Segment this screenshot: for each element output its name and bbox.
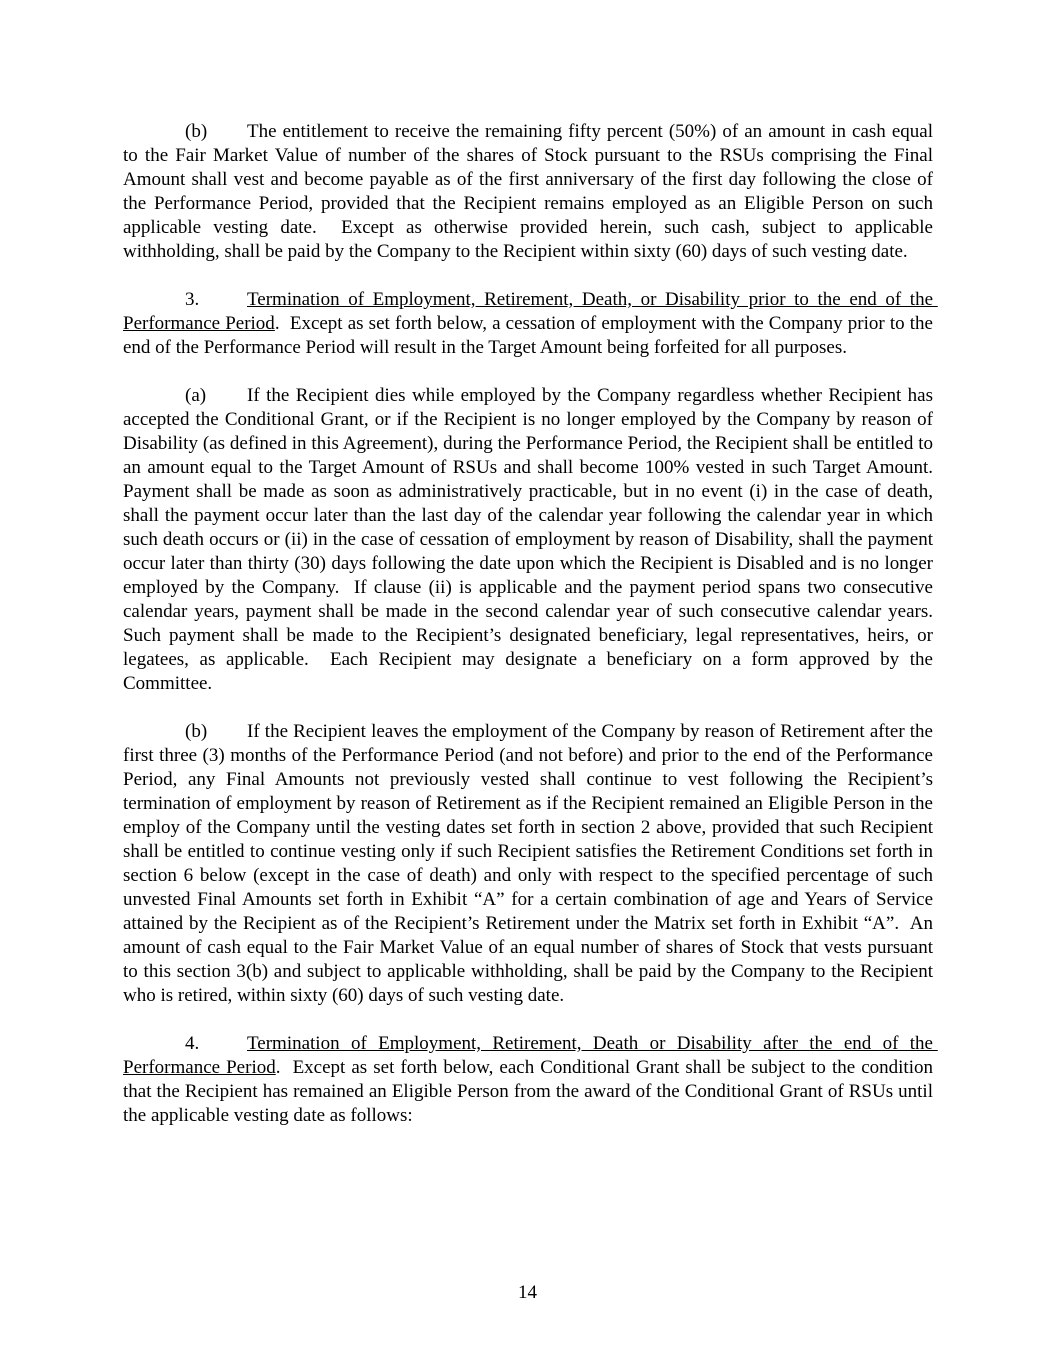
paragraph-text: If the Recipient dies while employed by the Company regardless whether Recipient has accepted the Conditional Grant, or if the Recipient is no longer employed by the Company by reason of Disability (as defined in this Agreement), during the Performance Period, the Recipient shall be entitled to an amount equal to the Target Amount of RSUs and shall become 100% vested in such Target Amount. Payment shall be made as soon as administratively practicable, but in no event (i) in the case of death, shall the payment occur later than the last day of the calendar year following the calendar year in which such death occurs or (ii) in the case of cessation of employment by reason of Disability, shall the payment occur later than thirty (30) days following the date upon which the Recipient is Disabled and is no longer employed by the Company. If clause (ii) is applicable and the payment period spans two consecutive calendar years, payment shall be made in the second calendar year of such consecutive calendar years. Such payment shall be made to the Recipient’s designated beneficiary, legal representatives, heirs, or legatees, as applicable. Each Recipient may designate a beneficiary on a form approved by the Committee. [123,385,943,694]
paragraph-text: If the Recipient leaves the employment of the Company by reason of Retirement after the first three (3) months of the Performance Period (and not before) and prior to the end of the Performance Period, any Final Amounts not previously vested shall continue to vest following the Recipient’s termination of employment by reason of Retirement as if the Recipient remained an Eligible Person in the employ of the Company until the vesting dates set forth in section 2 above, provided that such Recipient shall be entitled to continue vesting only if such Recipient satisfies the Retirement Conditions set forth in section 6 below (except in the case of death) and only with respect to the specified percentage of such unvested Final Amounts set forth in Exhibit “A” for a certain combination of age and Years of Service attained by the Recipient as of the Recipient’s Retirement under the Matrix set forth in Exhibit “A”. An amount of cash equal to the Fair Market Value of an equal number of shares of Stock that vests pursuant to this section 3(b) and subject to applicable withholding, shall be paid by the Company to the Recipient who is retired, within sixty (60) days of such vesting date. [123,721,938,1006]
paragraph-label: (b) [185,121,208,142]
paragraph-text: The entitlement to receive the remaining fifty percent (50%) of an amount in cash equal to the Fair Market Value of number of the shares of Stock pursuant to the RSUs comprising the Final Amount shall vest and become payable as of the first anniversary of the first day following the close of the Performance Period, provided that the Recipient remains employed as an Eligible Person on such applicable vesting date. Except as otherwise provided herein, such cash, subject to applicable withholding, shall be paid by the Company to the Recipient within sixty (60) days of such vesting date. [123,121,938,262]
body-paragraph [123,120,938,264]
paragraph-text: . Except as set forth below, a cessation of employment with the Company prior to the end of the Performance Period will result in the Target Amount being forfeited for all purposes. [123,313,938,358]
section-heading-underlined: Termination of Employment, Retirement, Death or Disability after the end of the Performance Period [123,1033,938,1078]
section-number: 4. [185,1033,200,1054]
section-paragraph [123,288,938,360]
body-paragraph [123,720,938,1008]
paragraph-label: (b) [185,721,208,742]
paragraph-text: . Except as set forth below, each Conditional Grant shall be subject to the condition that the Recipient has remained an Eligible Person from the award of the Conditional Grant of RSUs until the applicable vesting date as follows: [123,1057,938,1126]
document-body [123,120,943,1152]
section-heading-underlined: Termination of Employment, Retirement, Death, or Disability prior to the end of the Performance Period [123,289,938,334]
paragraph-label: (a) [185,385,207,406]
body-paragraph [123,384,943,696]
page-number: 14 [518,1282,537,1303]
section-paragraph [123,1032,938,1128]
section-number: 3. [185,289,200,310]
